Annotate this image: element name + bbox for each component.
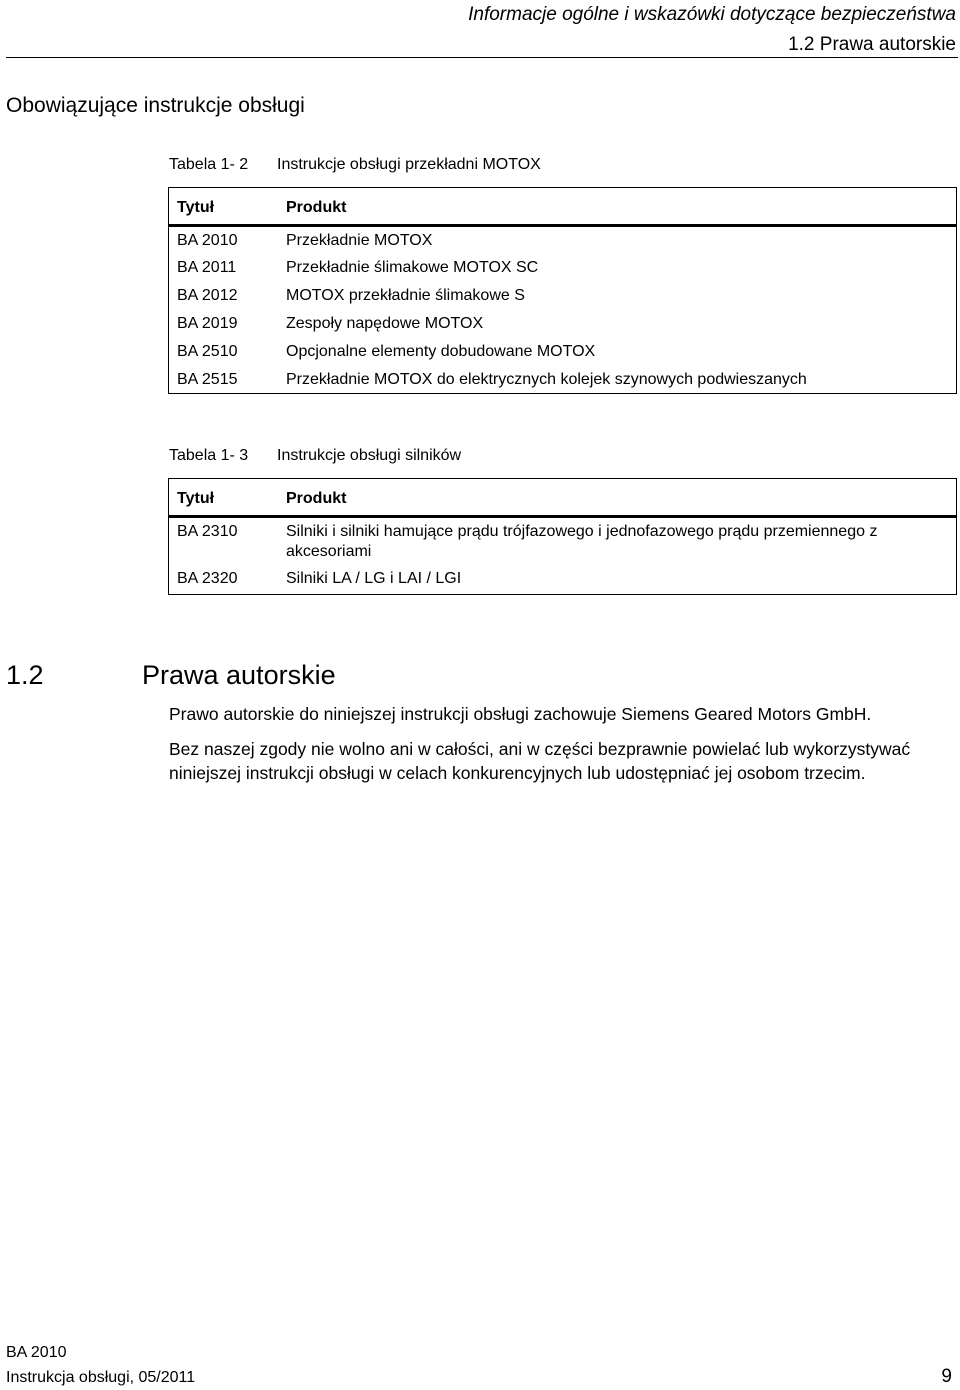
table-cell-title: BA 2510 bbox=[177, 342, 238, 360]
table-row bbox=[169, 282, 957, 310]
table-row bbox=[169, 565, 957, 595]
table1-caption-title: Instrukcje obsługi przekładni MOTOX bbox=[277, 156, 541, 173]
chapter-title bbox=[6, 658, 336, 692]
table-row bbox=[169, 517, 957, 565]
table1-header-row bbox=[169, 188, 957, 226]
table-cell-title: BA 2011 bbox=[177, 258, 237, 276]
table-cell-title: BA 2019 bbox=[177, 314, 238, 332]
table-cell-title: BA 2515 bbox=[177, 370, 238, 388]
table-cell-product: Przekładnie MOTOX do elektrycznych kolejek szynowych podwieszanych bbox=[286, 370, 807, 388]
running-header-section: 1.2 Prawa autorskie bbox=[788, 34, 956, 55]
table1-header-product: Produkt bbox=[286, 199, 347, 216]
table-cell-title: BA 2012 bbox=[177, 286, 238, 304]
paragraph: Bez naszej zgody nie wolno ani w całości, ani w części bezprawnie powielać lub wykorzystywać niniejszej instrukcji obsługi w celach konkurencyjnych lub udostępniać jej osobom trzecim. bbox=[169, 739, 911, 783]
paragraph: Prawo autorskie do niniejszej instrukcji obsługi zachowuje Siemens Geared Motors GmbH. bbox=[169, 704, 872, 724]
table-cell-title: BA 2010 bbox=[177, 232, 238, 249]
table1 bbox=[168, 187, 957, 394]
page-number: 9 bbox=[941, 1366, 952, 1387]
table-cell-product: MOTOX przekładnie ślimakowe S bbox=[286, 286, 525, 304]
header-rule bbox=[6, 57, 958, 58]
table2-header-row bbox=[169, 479, 957, 517]
table-cell-product: Silniki i silniki hamujące prądu trójfazowego i jednofazowego prądu przemiennego z akcesoriami bbox=[286, 523, 878, 560]
table-cell-product: Silniki LA / LG i LAI / LGI bbox=[286, 569, 462, 587]
table-cell-product: Zespoły napędowe MOTOX bbox=[286, 314, 484, 332]
section-heading: Obowiązujące instrukcje obsługi bbox=[6, 94, 305, 117]
chapter-title-text: Prawa autorskie bbox=[142, 660, 336, 690]
chapter-number: 1.2 bbox=[6, 660, 44, 690]
table-row bbox=[169, 310, 957, 338]
table1-caption bbox=[169, 155, 541, 175]
table2-caption-title: Instrukcje obsługi silników bbox=[277, 447, 462, 464]
table-row bbox=[169, 366, 957, 394]
table-cell-product: Przekładnie MOTOX bbox=[286, 232, 433, 249]
footer-doc-name: Instrukcja obsługi, 05/2011 bbox=[6, 1369, 196, 1386]
running-header bbox=[468, 0, 956, 60]
table1-caption-number: Tabela 1- 2 bbox=[169, 156, 249, 173]
table1-header-title: Tytuł bbox=[177, 199, 215, 216]
footer-doc-code: BA 2010 bbox=[6, 1344, 67, 1361]
table2-caption bbox=[169, 446, 461, 466]
table-cell-title: BA 2310 bbox=[177, 523, 238, 540]
table-row bbox=[169, 338, 957, 366]
table2-header-product: Produkt bbox=[286, 490, 347, 507]
table-row bbox=[169, 254, 957, 282]
table-row bbox=[169, 226, 957, 254]
table-cell-product: Opcjonalne elementy dobudowane MOTOX bbox=[286, 342, 596, 360]
table-cell-product: Przekładnie ślimakowe MOTOX SC bbox=[286, 258, 539, 276]
table2-caption-number: Tabela 1- 3 bbox=[169, 447, 249, 464]
running-header-chapter: Informacje ogólne i wskazówki dotyczące bezpieczeństwa bbox=[468, 4, 956, 25]
table2 bbox=[168, 478, 957, 595]
table2-header-title: Tytuł bbox=[177, 490, 215, 507]
table-cell-title: BA 2320 bbox=[177, 569, 238, 587]
